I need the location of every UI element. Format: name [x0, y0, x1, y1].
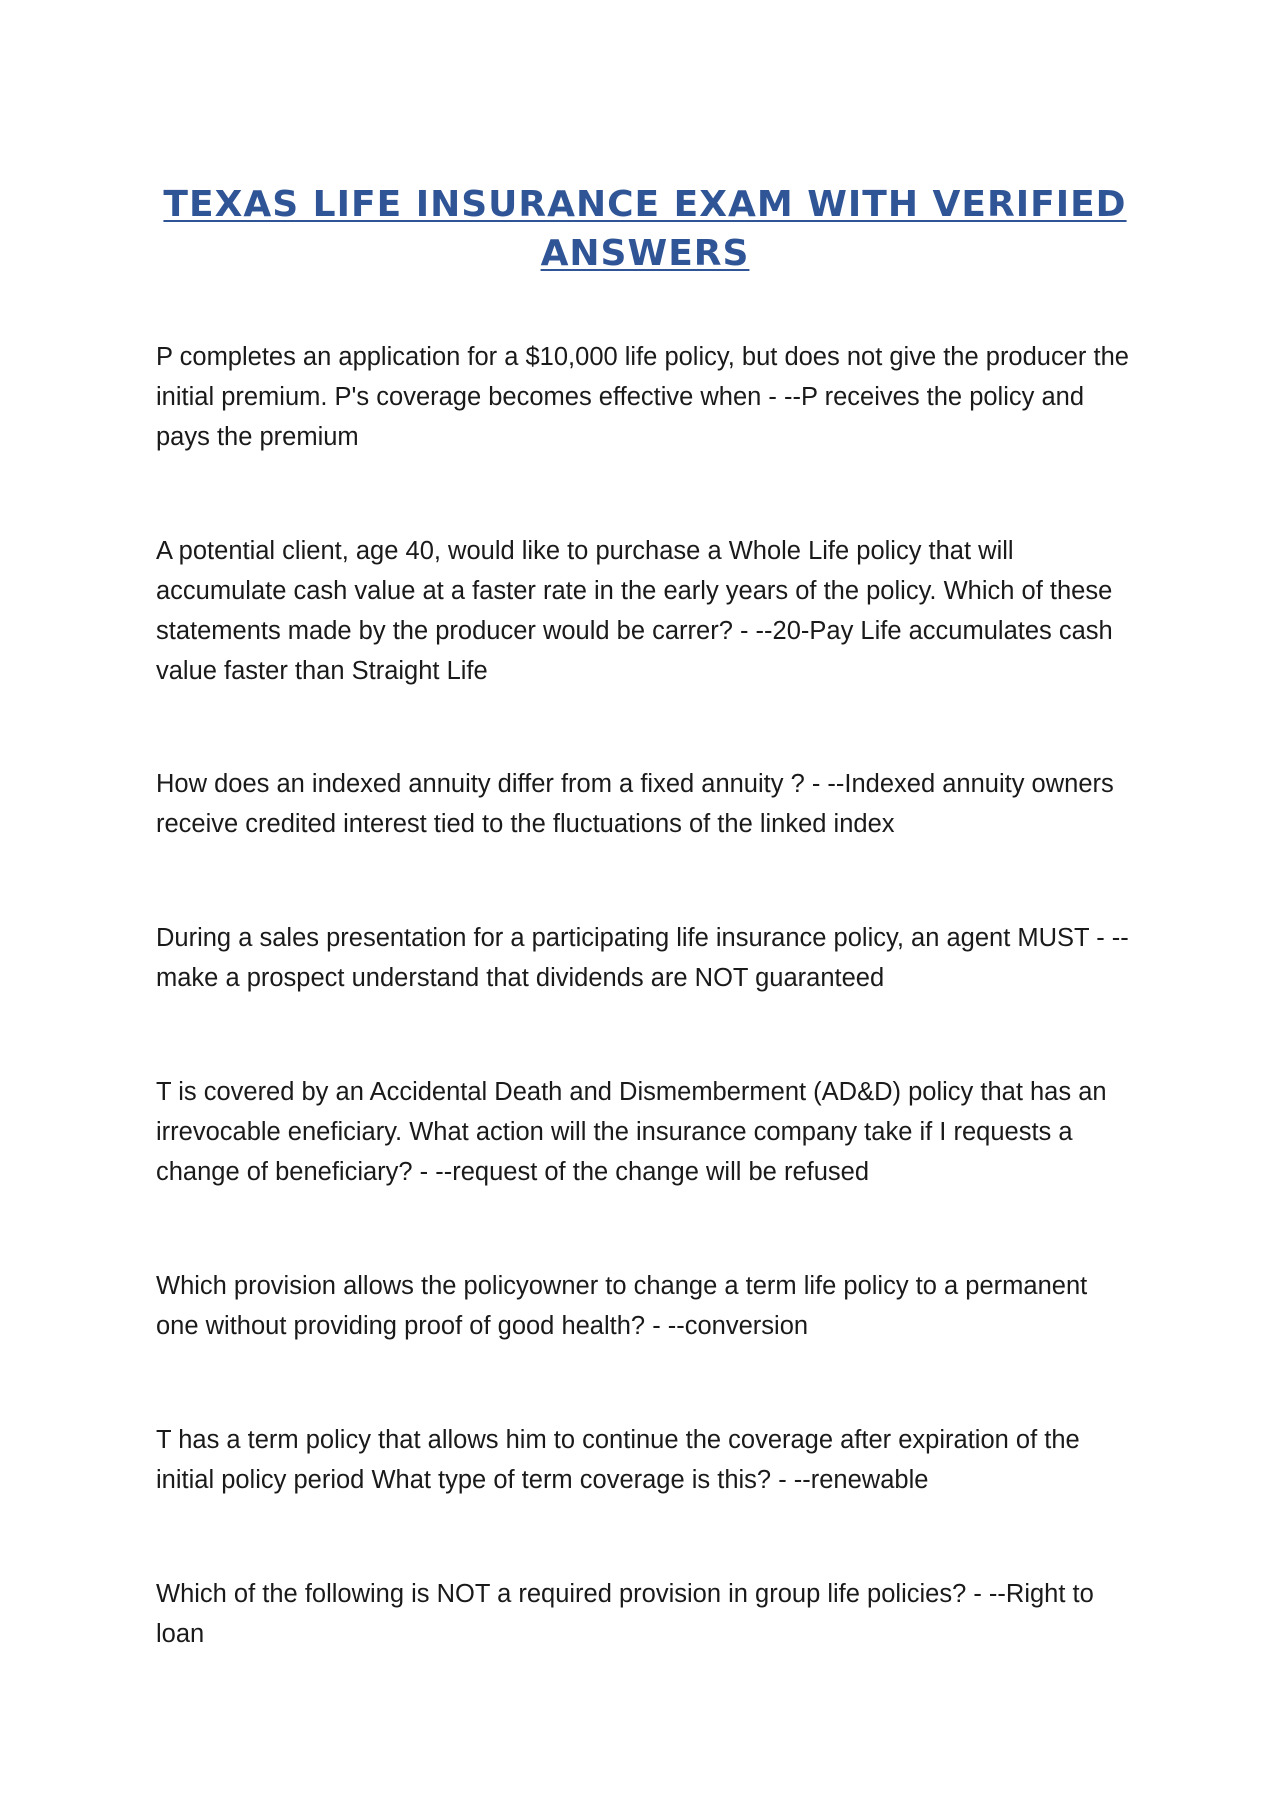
- question-answer-8: Which of the following is NOT a required provision in group life policies? - --Right to loan: [156, 1580, 1094, 1648]
- question-answer-6: Which provision allows the policyowner to change a term life policy to a permanent one without providing proof of good health? - --conversion: [156, 1272, 1088, 1340]
- question-answer-3: How does an indexed annuity differ from a fixed annuity ? - --Indexed annuity owners receive credited interest tied to the fluctuations of the linked index: [156, 770, 1114, 838]
- question-answer-4: During a sales presentation for a participating life insurance policy, an agent MUST - --make a prospect understand that dividends are NOT guaranteed: [156, 924, 1129, 992]
- question-answer-2: A potential client, age 40, would like to purchase a Whole Life policy that will accumulate cash value at a faster rate in the early years of the policy. Which of these statements made by the producer would be carrer? - --20-Pay Life accumulates cash value faster than Straight Life: [156, 537, 1113, 685]
- document-title: TEXAS LIFE INSURANCE EXAM WITH VERIFIED ANSWERS: [163, 184, 1127, 274]
- question-answer-1: P completes an application for a $10,000 life policy, but does not give the producer the initial premium. P's coverage becomes effective when - --P receives the policy and pays the premium: [156, 343, 1129, 451]
- question-answer-7: T has a term policy that allows him to continue the coverage after expiration of the initial policy period What type of term coverage is this? - --renewable: [156, 1426, 1080, 1494]
- question-answer-5: T is covered by an Accidental Death and Dismemberment (AD&D) policy that has an irrevocable eneficiary. What action will the insurance company take if I requests a change of beneficiary? - --request of the change will be refused: [156, 1078, 1107, 1186]
